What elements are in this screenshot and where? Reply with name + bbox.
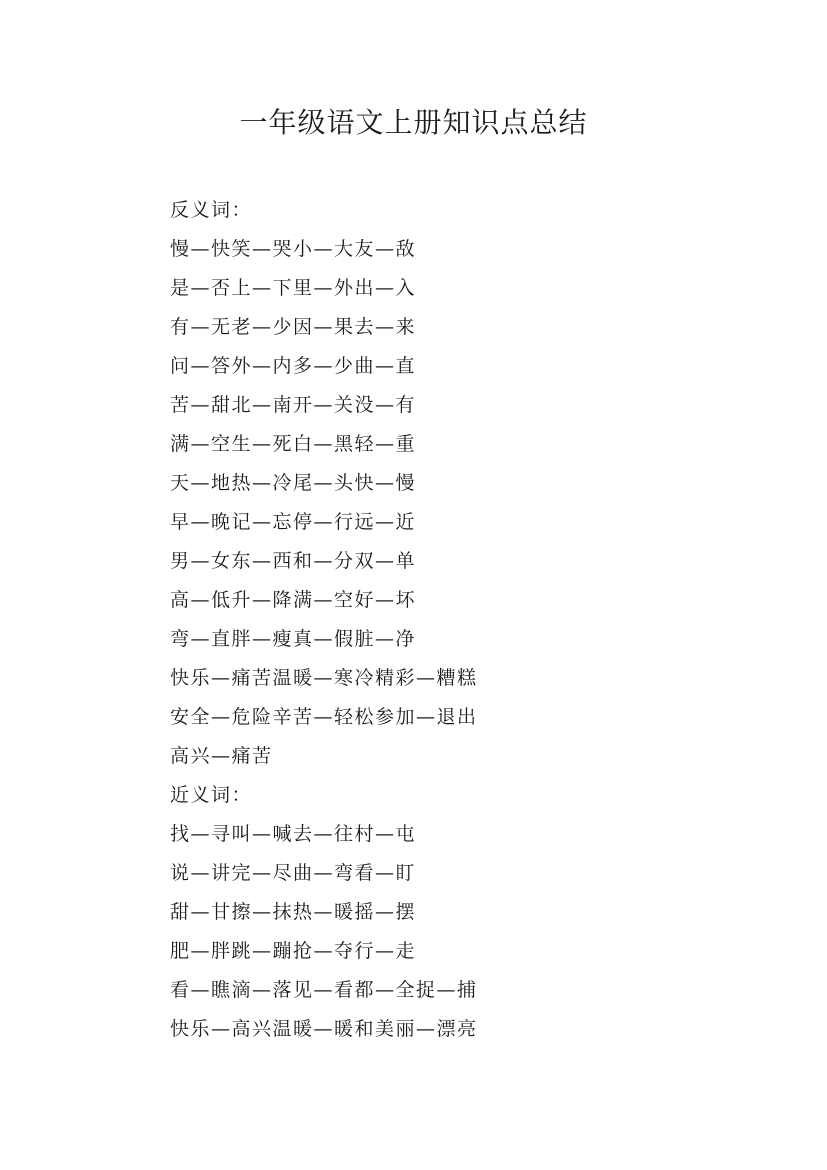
synonym-line: 说—讲完—尽曲—弯看—盯 — [170, 862, 417, 884]
antonym-line: 问—答外—内多—少曲—直 — [170, 355, 417, 377]
antonym-line: 高—低升—降满—空好—坏 — [170, 589, 417, 611]
synonym-line: 甜—甘擦—抹热—暖摇—摆 — [170, 901, 417, 923]
antonym-line: 天—地热—冷尾—头快—慢 — [170, 472, 417, 494]
synonym-line: 快乐—高兴温暖—暖和美丽—漂亮 — [170, 1018, 478, 1040]
antonym-line: 安全—危险辛苦—轻松参加—退出 — [170, 706, 478, 728]
synonym-line: 找—寻叫—喊去—往村—屯 — [170, 823, 417, 845]
antonyms-heading: 反义词： — [170, 199, 253, 221]
antonym-line: 高兴—痛苦 — [170, 745, 273, 767]
antonym-line: 早—晚记—忘停—行远—近 — [170, 511, 417, 533]
synonym-line: 肥—胖跳—蹦抢—夺行—走 — [170, 940, 417, 962]
antonym-line: 男—女东—西和—分双—单 — [170, 550, 417, 572]
synonym-line: 看—瞧滴—落见—看都—全捉—捕 — [170, 979, 478, 1001]
synonyms-heading: 近义词： — [170, 784, 253, 806]
antonym-line: 弯—直胖—瘦真—假脏—净 — [170, 628, 417, 650]
antonym-line: 是—否上—下里—外出—入 — [170, 277, 417, 299]
document-body — [170, 191, 790, 1049]
document-title: 一年级语文上册知识点总结 — [239, 106, 588, 139]
antonym-line: 快乐—痛苦温暖—寒冷精彩—糟糕 — [170, 667, 478, 689]
antonym-line: 苦—甜北—南开—关没—有 — [170, 394, 417, 416]
antonym-line: 满—空生—死白—黑轻—重 — [170, 433, 417, 455]
antonym-line: 有—无老—少因—果去—来 — [170, 316, 417, 338]
antonym-line: 慢—快笑—哭小—大友—敌 — [170, 238, 417, 260]
